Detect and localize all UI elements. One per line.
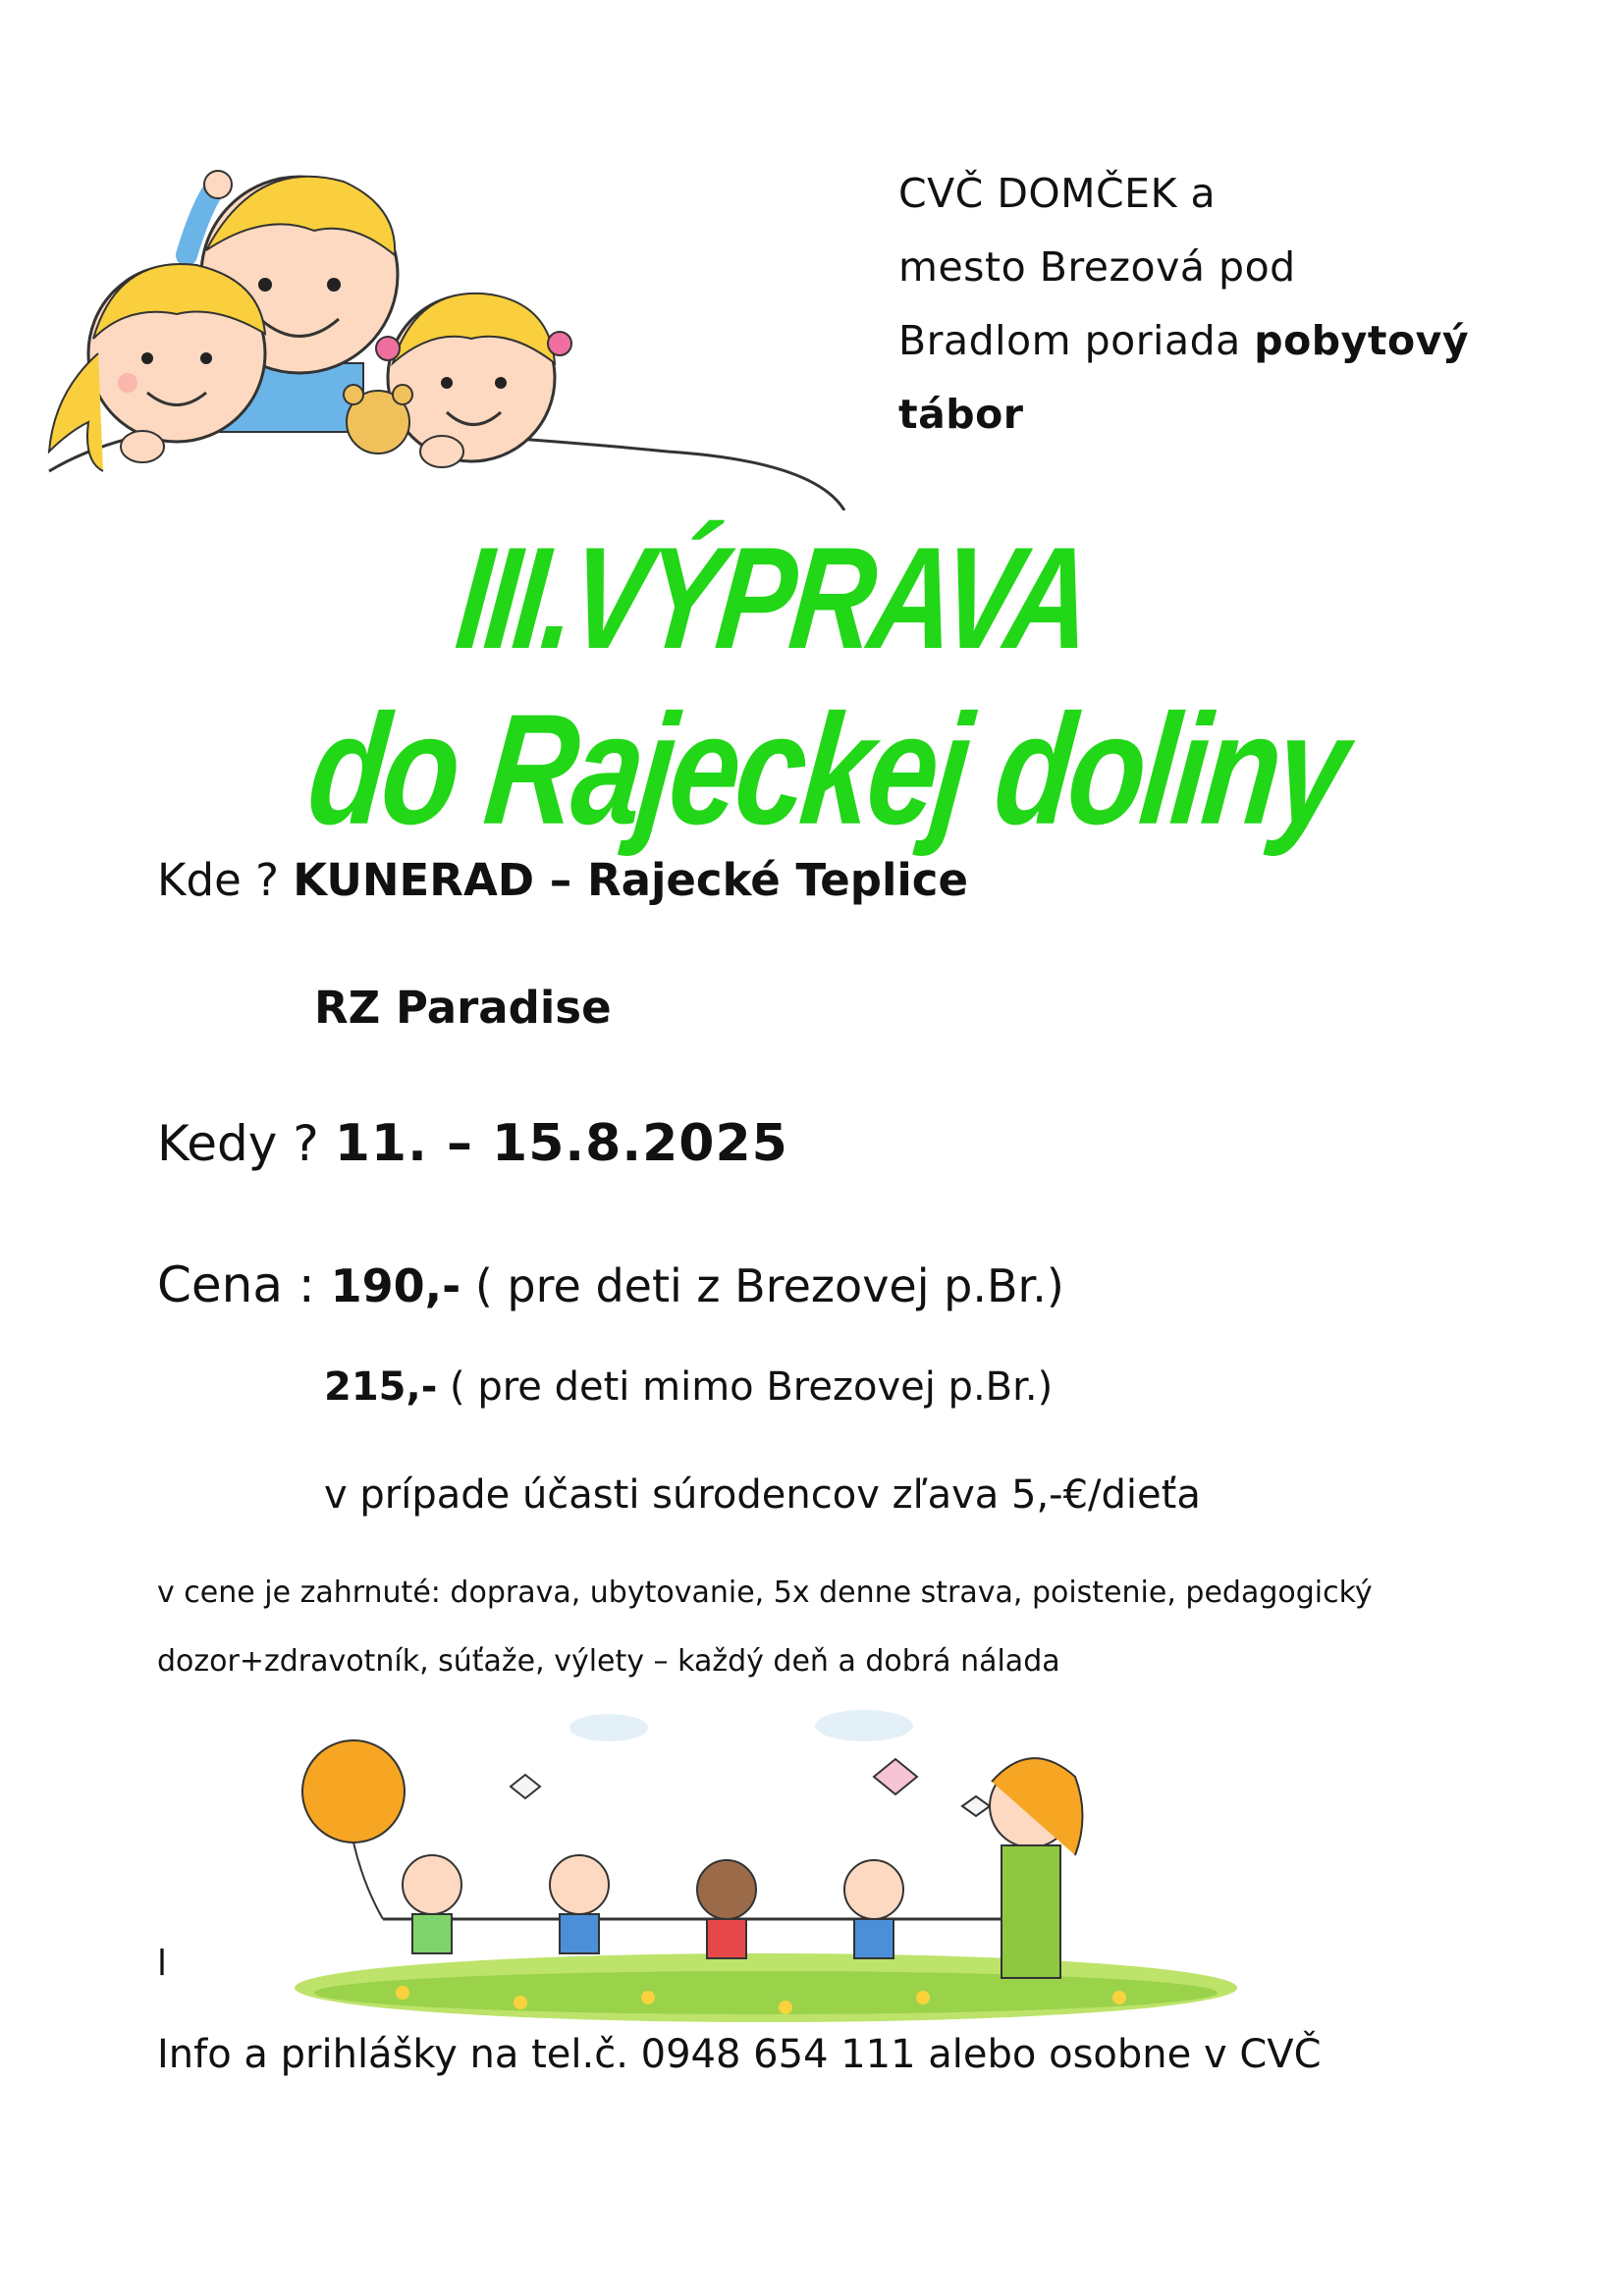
included-line-1: v cene je zahrnuté: doprava, ubytovanie, 5x denne strava, poistenie, pedagogický	[157, 1575, 1373, 1610]
organizer-line-2: mesto Brezová pod	[898, 243, 1296, 291]
price-other-note: ( pre deti mimo Brezovej p.Br.)	[437, 1364, 1054, 1410]
venue-row	[314, 982, 612, 1034]
price-label: Cena :	[157, 1256, 331, 1313]
where-label: Kde ?	[157, 854, 294, 906]
organizer-line-3-bold: pobytový	[1254, 317, 1470, 364]
organizer-line-4	[898, 378, 1527, 452]
where-row	[157, 854, 968, 906]
when-value: 11. – 15.8.2025	[334, 1114, 788, 1173]
where-value: KUNERAD – Rajecké Teplice	[293, 854, 968, 906]
price-row-other	[324, 1364, 1053, 1410]
organizer-line-3-prefix: Bradlom poriada	[898, 317, 1255, 364]
price-other-value: 215,-	[324, 1364, 438, 1410]
title-line-1: III.VÝPRAVA	[450, 517, 1096, 680]
organizer-line-4-bold: tábor	[898, 391, 1024, 438]
organizer-line-1: CVČ DOMČEK a	[898, 170, 1217, 217]
when-label: Kedy ?	[157, 1115, 335, 1172]
kids-peeking-illustration	[29, 167, 854, 510]
organizer-line-3	[898, 304, 1527, 378]
organizer-text	[898, 157, 1527, 452]
venue-value: RZ Paradise	[314, 982, 612, 1034]
title-line-2: do Rajeckej doliny	[300, 682, 1353, 858]
included-line-2: dozor+zdravotník, súťaže, výlety – každý deň a dobrá nálada	[157, 1644, 1060, 1679]
price-local-value: 190,-	[330, 1259, 461, 1312]
when-row	[157, 1114, 788, 1173]
stray-character: l	[157, 1944, 168, 1984]
contact-info: Info a prihlášky na tel.č. 0948 654 111 alebo osobne v CVČ	[157, 2032, 1322, 2077]
kids-meadow-illustration	[275, 1708, 1257, 2022]
sibling-discount: v prípade účasti súrodencov zľava 5,-€/dieťa	[324, 1472, 1201, 1518]
price-local-note: ( pre deti z Brezovej p.Br.)	[460, 1259, 1064, 1312]
price-row-local	[157, 1256, 1064, 1313]
